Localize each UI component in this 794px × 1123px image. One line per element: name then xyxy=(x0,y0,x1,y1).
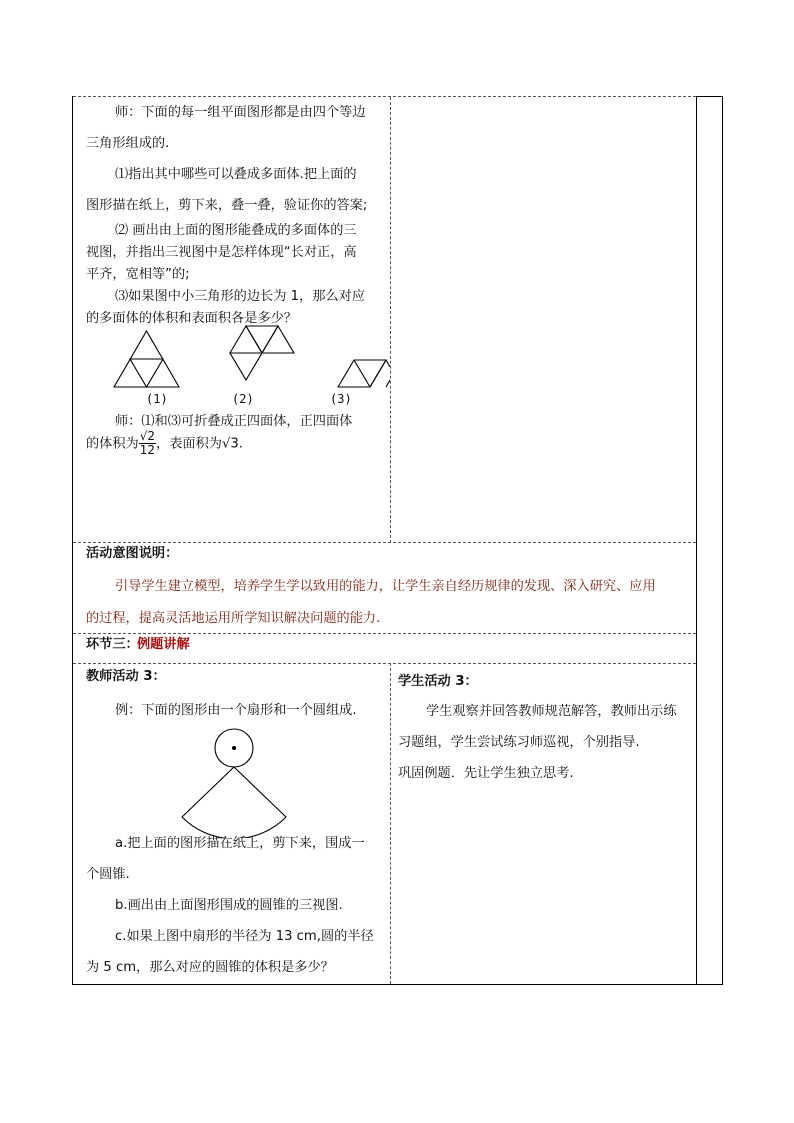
volume-denominator: 12 xyxy=(139,443,156,457)
teacher-line-1: 师：下面的每一组平面图形都是由四个等边 xyxy=(115,105,366,120)
net-3-l3 xyxy=(386,360,390,367)
question-1-line-2-clip xyxy=(86,196,388,218)
student-line-3: 巩固例题．先让学生独立思考. xyxy=(398,766,574,781)
net-3-l2 xyxy=(370,360,386,387)
net-2-t3 xyxy=(262,326,294,353)
table-bottom-border xyxy=(72,984,723,985)
table-top-right-border xyxy=(696,96,723,97)
triangle-nets-figure xyxy=(100,325,390,395)
part-c-line-2: 为 5 cm，那么对应的圆锥的体积是多少？ xyxy=(86,960,334,975)
part-a-line-2: 个圆锥. xyxy=(86,867,130,882)
table-left-border xyxy=(72,96,73,985)
row-divider-activity3 xyxy=(73,663,696,664)
column-divider-1 xyxy=(390,97,391,543)
figure-label-2: (2) xyxy=(232,392,254,406)
section-3-label: 环节三： xyxy=(86,637,139,652)
answer-line-1: 师：⑴和⑶可折叠成正四面体，正四面体 xyxy=(115,414,353,429)
intent-heading: 活动意图说明： xyxy=(86,546,179,561)
figure-label-1: (1) xyxy=(146,392,168,406)
net-2-t4 xyxy=(230,353,262,380)
answer-prefix: 的体积为 xyxy=(86,436,139,452)
question-2-line-3: 平齐，宽相等”的; xyxy=(86,267,190,282)
sector-circle-figure xyxy=(175,728,305,838)
net-1-inner xyxy=(130,359,163,387)
example-line: 例：下面的图形由一个扇形和一个圆组成. xyxy=(115,703,357,718)
answer-end: . xyxy=(238,436,243,452)
net-3-l1 xyxy=(354,360,370,387)
question-1-line-2: 图形描在纸上，剪下来，叠一叠，验证你的答案; xyxy=(86,198,368,213)
question-2-line-1: ⑵ 画出由上面的图形能叠成的多面体的三 xyxy=(115,223,357,238)
student-line-2: 习题组，学生尝试练习师巡视，个别指导. xyxy=(398,735,640,750)
sector-shape xyxy=(182,767,286,838)
table-inner-right-border xyxy=(696,96,697,985)
part-a-line-1: a.把上面的图形描在纸上，剪下来，围成一 xyxy=(115,836,365,851)
student-line-1: 学生观察并回答教师规范解答，教师出示练 xyxy=(426,704,677,719)
net-2-t1 xyxy=(230,326,262,353)
net-2-t2 xyxy=(246,326,278,353)
surface-area-value: √3 xyxy=(221,436,239,452)
intent-line-2: 的过程，提高灵活地运用所学知识解决问题的能力. xyxy=(86,611,381,626)
table-top-dash xyxy=(73,96,696,97)
volume-numerator: √2 xyxy=(139,429,156,443)
column-divider-2 xyxy=(390,663,391,984)
part-b-line: b.画出由上面图形围成的圆锥的三视图. xyxy=(115,898,343,913)
net-3-l4 xyxy=(386,380,390,387)
question-3-line-1: ⑶如果图中小三角形的边长为 1，那么对应 xyxy=(115,289,365,304)
intent-line-1: 引导学生建立模型，培养学生学以致用的能力，让学生亲自经历规律的发现、深入研究、应用 xyxy=(115,579,656,594)
answer-mid: ，表面积为 xyxy=(156,436,222,452)
row-divider-section3 xyxy=(73,633,696,634)
circle-center-dot xyxy=(232,746,236,750)
question-1-line-1: ⑴指出其中哪些可以叠成多面体.把上面的 xyxy=(115,167,357,182)
figure-label-3: (3) xyxy=(330,392,352,406)
question-2-line-2: 视图，并指出三视图中是怎样体现“长对正，高 xyxy=(86,245,357,260)
row-divider-intent xyxy=(73,542,696,543)
part-c-line-1: c.如果上图中扇形的半径为 13 cm,圆的半径 xyxy=(115,929,374,944)
question-3-line-2: 的多面体的体积和表面积各是多少？ xyxy=(86,311,297,326)
section-3-title: 例题讲解 xyxy=(137,637,190,652)
table-right-border xyxy=(722,96,723,985)
teacher-line-2: 三角形组成的. xyxy=(86,136,170,151)
volume-fraction xyxy=(139,430,156,457)
answer-line-2 xyxy=(86,430,243,457)
teacher-activity-3-heading: 教师活动 3： xyxy=(86,669,166,684)
student-activity-3-heading: 学生活动 3： xyxy=(398,674,478,689)
